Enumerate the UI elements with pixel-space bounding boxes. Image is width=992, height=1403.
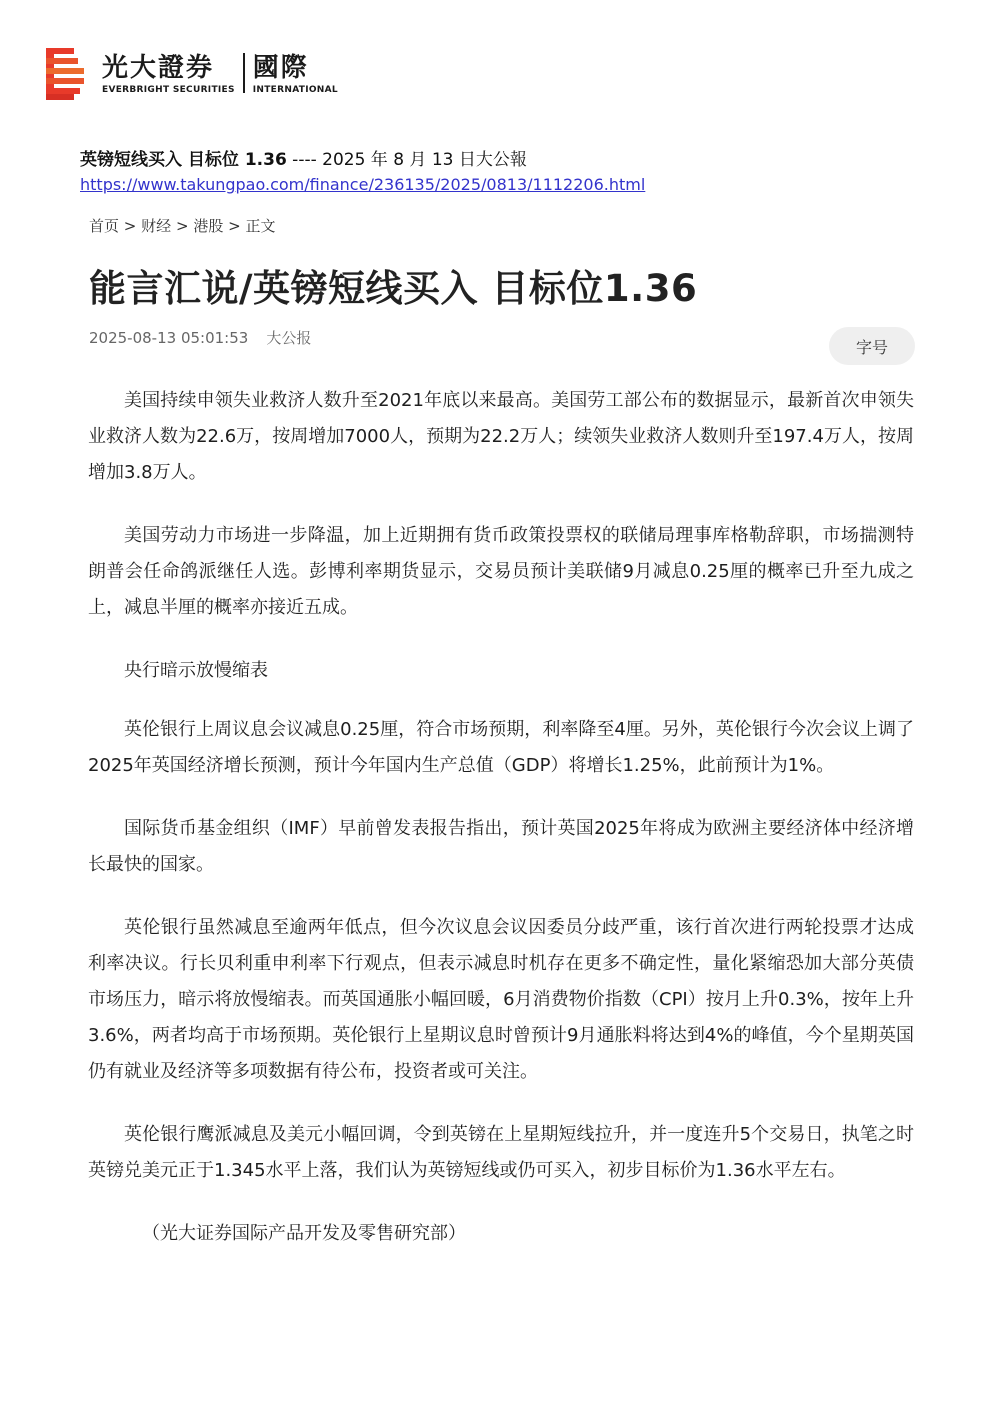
article-headline: 能言汇说/英镑短线买入 目标位1.36 (89, 267, 698, 310)
everbright-logo-icon (46, 48, 86, 100)
logo-en-name: EVERBRIGHT SECURITIES (102, 85, 235, 95)
article-date: 2025-08-13 05:01:53 (89, 329, 249, 347)
document-title-date: ---- 2025 年 8 月 13 日大公報 (286, 150, 527, 170)
article-credit: （光大证券国际产品开发及零售研究部） (142, 1223, 466, 1244)
company-logo (46, 48, 338, 100)
font-size-button[interactable]: 字号 (829, 327, 915, 365)
breadcrumb (89, 215, 275, 236)
article-meta (89, 327, 311, 348)
logo-en-intl: INTERNATIONAL (252, 85, 338, 95)
logo-divider (243, 53, 245, 93)
article-source: 大公报 (266, 329, 312, 347)
article-paragraph: 英伦银行虽然减息至逾两年低点，但今次议息会议因委员分歧严重，该行首次进行两轮投票才达成利率决议。行长贝利重申利率下行观点，但表示减息时机存在更多不确定性，量化紧缩恐加大部分英债市场压力，暗示将放慢缩表。而英国通胀小幅回暖，6月消费物价指数（CPI）按月上升0.3%，按年上升3.6%，两者均高于市场预期。英伦银行上星期议息时曾预计9月通胀料将达到4%的峰值，今个星期英国仍有就业及经济等多项数据有待公布，投资者或可关注。 (88, 917, 914, 1082)
breadcrumb-separator: > (175, 217, 189, 235)
breadcrumb-finance[interactable]: 财经 (141, 217, 172, 235)
article-paragraph: 英伦银行上周议息会议减息0.25厘，符合市场预期，利率降至4厘。另外，英伦银行今次会议上调了2025年英国经济增长预测，预计今年国内生产总值（GDP）将增长1.25%，此前预计为1%。 (88, 719, 914, 776)
logo-cn-intl: 國際 (252, 53, 309, 83)
document-title (80, 145, 527, 170)
logo-cn-name: 光大證券 (102, 53, 215, 83)
article-paragraph: 美国劳动力市场进一步降温，加上近期拥有货币政策投票权的联储局理事库格勒辞职，市场揣测特朗普会任命鸽派继任人选。彭博利率期货显示，交易员预计美联储9月减息0.25厘的概率已升至九成之上，减息半厘的概率亦接近五成。 (88, 525, 914, 618)
article-paragraph: 美国持续申领失业救济人数升至2021年底以来最高。美国劳工部公布的数据显示，最新首次申领失业救济人数为22.6万，按周增加7000人，预期为22.2万人；续领失业救济人数则升至197.4万人，按周增加3.8万人。 (88, 390, 914, 483)
article-body (88, 383, 914, 1279)
article-subheading: 央行暗示放慢缩表 (124, 660, 268, 681)
article-paragraph: 国际货币基金组织（IMF）早前曾发表报告指出，预计英国2025年将成为欧洲主要经济体中经济增长最快的国家。 (88, 818, 914, 875)
breadcrumb-separator: > (228, 217, 241, 235)
breadcrumb-hk-stocks[interactable]: 港股 (193, 217, 224, 235)
breadcrumb-body: 正文 (245, 217, 276, 235)
breadcrumb-separator: > (123, 217, 137, 235)
document-title-bold: 英镑短线买入 目标位 1.36 (80, 150, 287, 170)
source-link[interactable]: https://www.takungpao.com/finance/236135/2025/0813/1112206.html (80, 175, 646, 194)
breadcrumb-home[interactable]: 首页 (89, 217, 120, 235)
article-paragraph: 英伦银行鹰派减息及美元小幅回调，令到英镑在上星期短线拉升，并一度连升5个交易日，执笔之时英镑兑美元正于1.345水平上落，我们认为英镑短线或仍可买入，初步目标价为1.36水平左右。 (88, 1124, 914, 1181)
